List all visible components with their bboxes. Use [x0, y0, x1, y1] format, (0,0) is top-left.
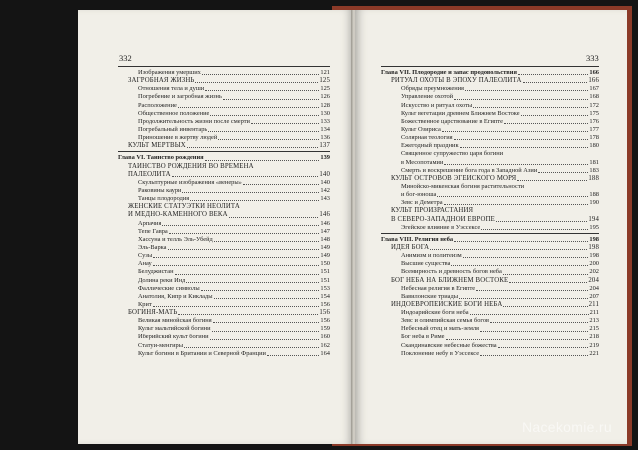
toc-entry — [381, 150, 599, 158]
toc-entry-title: Всемирность и древность богов неба — [401, 268, 502, 276]
toc-entry-title: ИНДОЕВРОПЕЙСКИЕ БОГИ НЕБА — [391, 300, 503, 308]
dot-leader — [470, 314, 589, 315]
toc-entry — [118, 228, 330, 236]
toc-entry-page: 151 — [320, 268, 330, 276]
toc-entry-page: 130 — [320, 109, 330, 117]
watermark: Nacekomie.ru — [522, 419, 612, 435]
dot-leader — [175, 274, 320, 275]
toc-entry — [118, 334, 330, 342]
toc-entry-page: 121 — [320, 69, 330, 76]
toc-entry-page: 219 — [589, 341, 599, 349]
toc-entry-title: Скульптурные изображения «венеры» — [138, 178, 242, 186]
toc-entry — [118, 110, 330, 118]
toc-entry-title: Расположение — [138, 101, 177, 109]
toc-entry — [381, 85, 599, 93]
toc-entry-title: Божественное царствование в Египте — [401, 117, 503, 125]
toc-entry-title: Тепе Гавра — [138, 227, 168, 235]
toc-entry — [381, 102, 599, 110]
dot-leader — [178, 107, 320, 108]
toc-entry-page: 204 — [588, 276, 599, 284]
toc-entry-page: 190 — [589, 199, 599, 207]
dot-leader — [454, 99, 588, 100]
dot-leader — [178, 314, 318, 315]
toc-entry-page: 148 — [320, 235, 330, 243]
toc-entry-title: Погребение и загробная жизнь — [138, 93, 222, 101]
dot-leader — [496, 221, 587, 222]
toc-entry-page: 159 — [320, 325, 330, 333]
toc-entry-title: РИТУАЛ ОХОТЫ В ЭПОХУ ПАЛЕОЛИТА — [391, 77, 522, 85]
toc-chapter — [118, 154, 330, 162]
dot-leader — [214, 298, 320, 299]
toc-entry-page: 140 — [319, 170, 330, 178]
dot-leader — [187, 147, 319, 148]
toc-entry — [381, 191, 599, 199]
dot-leader — [517, 180, 587, 181]
dot-leader — [208, 131, 319, 132]
toc-entry-title: Погребальный инвентарь — [138, 125, 208, 133]
toc-entry-title: Анимизм и политеизм — [401, 252, 462, 260]
toc-entry — [118, 220, 330, 228]
toc-entry-title: Долина реки Инд — [138, 276, 186, 284]
toc-entry-title: Вавилонские триады — [401, 292, 459, 300]
toc-entry — [118, 244, 330, 252]
dot-leader — [481, 229, 588, 230]
toc-entry-title: Танцы плодородия — [138, 195, 190, 203]
toc-entry — [381, 134, 599, 142]
toc-entry-page: 198 — [589, 235, 599, 243]
dot-leader — [212, 331, 320, 332]
dot-leader — [538, 172, 588, 173]
toc-entry-page: 156 — [319, 309, 330, 317]
toc-entry-title: Солярная теология — [401, 134, 453, 142]
toc-entry — [381, 342, 599, 350]
toc-entry-page: 221 — [589, 349, 599, 357]
toc-entry-title: в Месопотамии — [401, 158, 444, 166]
toc-entry-page: 166 — [589, 69, 599, 76]
toc-entry — [381, 293, 599, 301]
toc-entry-page: 218 — [589, 333, 599, 341]
dot-leader — [504, 123, 588, 124]
toc-entry — [118, 179, 330, 187]
toc-entry-page: 149 — [320, 252, 330, 260]
toc-entry-page: 142 — [320, 186, 330, 194]
dot-leader — [437, 196, 588, 197]
dot-leader — [218, 139, 319, 140]
toc-chapter — [381, 69, 599, 77]
toc-entry-title: КУЛЬТ ПРОИЗРАСТАНИЯ — [391, 207, 474, 215]
toc-entry — [118, 85, 330, 93]
dot-leader — [172, 176, 319, 177]
toc-entry-title: Небесный отец и мать-земля — [401, 325, 479, 333]
dot-leader — [223, 99, 320, 100]
toc-entry — [381, 199, 599, 207]
toc-entry — [381, 93, 599, 101]
dot-leader — [446, 339, 589, 340]
dot-leader — [267, 355, 319, 356]
toc-entry-title: Арпачия — [138, 219, 162, 227]
toc-entry-page: 140 — [320, 178, 330, 186]
dot-leader — [503, 306, 587, 307]
toc-entry-page: 125 — [319, 77, 330, 85]
toc-entry-title: БОГИНЯ-МАТЬ — [128, 309, 178, 317]
toc-entry-page: 200 — [589, 260, 599, 268]
toc-entry-page: 215 — [589, 325, 599, 333]
toc-entry — [381, 142, 599, 150]
dot-leader — [454, 241, 588, 242]
toc-entry-title: Обряды преумножения — [401, 85, 464, 93]
toc-entry-page: 181 — [589, 158, 599, 166]
toc-entry-title: БОГ НЕБА НА БЛИЖНЕМ ВОСТОКЕ — [391, 276, 509, 284]
toc-entry — [118, 102, 330, 110]
dot-leader — [153, 265, 320, 266]
toc-entry-title: Высшие существа — [401, 260, 451, 268]
toc-entry — [381, 167, 599, 175]
toc-entry-title: КУЛЬТ ОСТРОВОВ ЭГЕЙСКОГО МОРЯ — [391, 174, 517, 182]
dot-leader — [480, 355, 588, 356]
toc-entry-title: Поклонение небу в Уэссексе — [401, 349, 480, 357]
toc-entry-page: 154 — [320, 292, 330, 300]
toc-section — [118, 309, 330, 317]
toc-entry-page: 167 — [589, 85, 599, 93]
toc-entry-title: и бог-юноша — [401, 191, 437, 199]
toc-entry-page: 133 — [320, 117, 330, 125]
toc-entry-title: Иберийский культ богини — [138, 333, 209, 341]
toc-entry-page: 151 — [320, 276, 330, 284]
toc-chapter — [381, 236, 599, 244]
dot-leader — [476, 290, 588, 291]
toc-entry-page: 126 — [320, 93, 330, 101]
toc-entry-title: Приношение в жертву людей — [138, 134, 218, 142]
toc-entry-title: Глава VII. Плодородие и запас продовольствия — [381, 69, 517, 76]
toc-entry-title: Крит — [138, 300, 152, 308]
toc-entry-title: Священное супружество царя богини — [401, 150, 504, 158]
toc-section — [118, 163, 330, 171]
toc-entry-title: Глава VI. Таинство рождения — [118, 154, 204, 162]
chapter-separator — [381, 233, 599, 234]
toc-entry-page: 137 — [319, 142, 330, 150]
toc-entry-title: В СЕВЕРО-ЗАПАДНОЙ ЕВРОПЕ — [391, 215, 495, 223]
toc-entry-title: Великая минойская богиня — [138, 317, 212, 325]
toc-entry — [381, 252, 599, 260]
dot-leader — [210, 115, 319, 116]
toc-entry-title: Продолжительность жизни после смерти — [138, 117, 250, 125]
dot-leader — [451, 265, 588, 266]
toc-entry-page: 177 — [589, 125, 599, 133]
toc-entry — [381, 325, 599, 333]
dot-leader — [454, 139, 589, 140]
toc-entry — [118, 293, 330, 301]
toc-list — [381, 69, 599, 358]
dot-leader — [190, 200, 319, 201]
left-page — [78, 10, 353, 444]
toc-entry — [381, 268, 599, 276]
toc-entry-title: Культ богини в Британии и Северной Франции — [138, 349, 266, 357]
toc-entry-title: КУЛЬТ МЕРТВЫХ — [128, 142, 186, 150]
toc-entry-page: 150 — [320, 260, 330, 268]
toc-entry-title: Изображения умерших — [138, 69, 201, 76]
toc-section — [381, 77, 599, 85]
dot-leader — [523, 82, 588, 83]
header-rule — [118, 66, 330, 67]
toc-entry-page: 198 — [588, 243, 599, 251]
toc-entry-page: 172 — [589, 101, 599, 109]
dot-leader — [480, 331, 588, 332]
dot-leader — [444, 164, 588, 165]
toc-entry — [118, 126, 330, 134]
dot-leader — [243, 184, 320, 185]
dot-leader — [202, 74, 320, 75]
toc-entry-title: Раковины каури — [138, 186, 182, 194]
toc-entry-page: 147 — [320, 227, 330, 235]
header-rule — [381, 66, 599, 67]
toc-entry-title: Анатолия, Кипр и Киклады — [138, 292, 213, 300]
toc-entry-page: 134 — [320, 125, 330, 133]
toc-entry-page: 168 — [589, 93, 599, 101]
toc-entry-title: Культ вегетации древнем Ближнем Востоке — [401, 109, 520, 117]
toc-entry — [118, 93, 330, 101]
toc-entry-page: 153 — [320, 284, 330, 292]
toc-section — [118, 203, 330, 211]
toc-entry-page: 125 — [320, 85, 330, 93]
dot-leader — [205, 160, 320, 161]
toc-entry — [381, 126, 599, 134]
toc-entry-title: Статуи-менгиры — [138, 341, 184, 349]
dot-leader — [518, 74, 589, 75]
dot-leader — [509, 282, 587, 283]
dot-leader — [169, 233, 320, 234]
toc-entry-title: И МЕДНО-КАМЕННОГО ВЕКА — [128, 211, 228, 219]
toc-section — [381, 301, 599, 309]
toc-entry-title: Глава VIII. Религия неба — [381, 235, 454, 243]
toc-entry — [118, 301, 330, 309]
toc-entry-page: 156 — [320, 300, 330, 308]
dot-leader — [210, 339, 320, 340]
toc-entry-title: Культ мальтийской богини — [138, 325, 211, 333]
toc-entry-title: Смерть и воскрешение бога года в Западной Азии — [401, 166, 538, 174]
toc-section — [381, 244, 599, 252]
toc-entry-title: Эгейское влияние в Уэссексе — [401, 223, 481, 231]
toc-entry-title: Белуджистан — [138, 268, 174, 276]
toc-entry-title: Управление охотой — [401, 93, 454, 101]
toc-entry — [381, 285, 599, 293]
toc-entry — [118, 134, 330, 142]
toc-entry — [381, 159, 599, 167]
dot-leader — [463, 257, 589, 258]
toc-entry-page: 188 — [588, 174, 599, 182]
dot-leader — [153, 306, 320, 307]
toc-entry-page: 166 — [588, 77, 599, 85]
toc-section — [118, 77, 330, 85]
toc-entry — [118, 268, 330, 276]
toc-entry-page: 211 — [589, 309, 599, 317]
dot-leader — [184, 347, 319, 348]
page-number: 332 — [119, 53, 132, 63]
toc-entry-title: Скандинавские небесные божества — [401, 341, 497, 349]
dot-leader — [182, 192, 319, 193]
toc-entry — [381, 183, 599, 191]
toc-entry — [118, 277, 330, 285]
toc-entry — [381, 350, 599, 358]
dot-leader — [498, 347, 589, 348]
toc-entry-title: Общественное положение — [138, 109, 210, 117]
toc-entry-page: 146 — [320, 219, 330, 227]
toc-entry — [118, 236, 330, 244]
toc-entry-page: 164 — [320, 349, 330, 357]
dot-leader — [442, 131, 589, 132]
toc-entry-title: Хассуна и телль Эль-Убейд — [138, 235, 213, 243]
dot-leader — [168, 249, 320, 250]
toc-entry-page: 194 — [588, 215, 599, 223]
toc-entry-page: 195 — [589, 223, 599, 231]
toc-section — [381, 175, 599, 183]
dot-leader — [205, 90, 319, 91]
toc-section — [381, 277, 599, 285]
toc-entry-title: ИДЕЯ БОГА — [391, 243, 430, 251]
dot-leader — [229, 217, 319, 218]
toc-entry — [118, 69, 330, 77]
toc-entry-page: 204 — [589, 284, 599, 292]
toc-entry-page: 136 — [320, 134, 330, 142]
toc-entry — [118, 252, 330, 260]
toc-section — [118, 211, 330, 219]
toc-entry-title: Минойско-микенская богиня растительности — [401, 182, 525, 190]
dot-leader — [459, 298, 588, 299]
dot-leader — [460, 147, 589, 148]
toc-entry-title: Фаллические символы — [138, 284, 200, 292]
toc-entry-page: 207 — [589, 292, 599, 300]
toc-entry-page: 175 — [589, 109, 599, 117]
toc-entry-page: 160 — [320, 333, 330, 341]
dot-leader — [503, 274, 589, 275]
dot-leader — [214, 241, 320, 242]
toc-entry-title: ЖЕНСКИЕ СТАТУЭТКИ НЕОЛИТА — [128, 203, 240, 211]
toc-section — [381, 207, 599, 215]
toc-entry-title: Анау — [138, 260, 152, 268]
toc-entry — [118, 350, 330, 358]
toc-entry-page: 176 — [589, 117, 599, 125]
toc-entry-page: 162 — [320, 341, 330, 349]
toc-entry — [118, 195, 330, 203]
toc-list — [118, 69, 330, 358]
toc-entry-page: 128 — [320, 101, 330, 109]
toc-entry-page: 213 — [589, 317, 599, 325]
toc-entry — [118, 118, 330, 126]
dot-leader — [521, 115, 589, 116]
toc-entry-title: ТАИНСТВО РОЖДЕНИЯ ВО ВРЕМЕНА — [128, 162, 254, 170]
toc-entry — [118, 187, 330, 195]
dot-leader — [162, 225, 319, 226]
dot-leader — [430, 249, 587, 250]
toc-entry — [381, 334, 599, 342]
toc-entry-title: Культ Озириса — [401, 125, 441, 133]
right-page — [355, 10, 627, 444]
page-number: 333 — [586, 53, 599, 63]
dot-leader — [251, 123, 319, 124]
toc-entry — [381, 317, 599, 325]
toc-entry-page: 139 — [320, 154, 330, 162]
toc-entry-title: Бог неба в Риме — [401, 333, 445, 341]
dot-leader — [201, 290, 320, 291]
toc-entry — [381, 224, 599, 232]
toc-entry-page: 183 — [589, 166, 599, 174]
toc-entry-page: 156 — [320, 317, 330, 325]
toc-entry-page: 198 — [589, 252, 599, 260]
dot-leader — [213, 322, 320, 323]
toc-entry-title: ПАЛЕОЛИТА — [128, 170, 171, 178]
toc-entry — [118, 325, 330, 333]
toc-entry-title: Отношения тела и души — [138, 85, 205, 93]
toc-entry — [381, 309, 599, 317]
toc-entry — [118, 317, 330, 325]
toc-section — [381, 216, 599, 224]
toc-entry — [381, 260, 599, 268]
toc-entry — [381, 118, 599, 126]
toc-entry-title: Сузы — [138, 252, 153, 260]
toc-entry-title: Искусство и ритуал охоты — [401, 101, 473, 109]
dot-leader — [444, 204, 589, 205]
dot-leader — [490, 322, 588, 323]
dot-leader — [465, 90, 588, 91]
toc-entry-page: 180 — [589, 142, 599, 150]
toc-section — [118, 142, 330, 150]
toc-entry-title: Зевс и олимпийская семья богов — [401, 317, 490, 325]
toc-entry — [381, 110, 599, 118]
toc-entry-title: ЗАГРОБНАЯ ЖИЗНЬ — [128, 77, 195, 85]
toc-entry — [118, 260, 330, 268]
dot-leader — [186, 282, 319, 283]
toc-entry-title: Ежегодный праздник — [401, 142, 459, 150]
toc-entry-title: Зевс и Деметра — [401, 199, 443, 207]
toc-entry-title: Эль-Варка — [138, 243, 167, 251]
toc-entry — [118, 285, 330, 293]
toc-entry-page: 211 — [588, 300, 599, 308]
toc-entry-title: Небесная религия в Египте — [401, 284, 476, 292]
dot-leader — [195, 82, 318, 83]
toc-entry-page: 143 — [320, 195, 330, 203]
toc-entry-page: 178 — [589, 134, 599, 142]
toc-entry — [118, 342, 330, 350]
dot-leader — [473, 107, 588, 108]
toc-entry-page: 202 — [589, 268, 599, 276]
chapter-separator — [118, 151, 330, 152]
toc-section — [118, 171, 330, 179]
toc-entry-page: 146 — [319, 211, 330, 219]
toc-entry-page: 149 — [320, 243, 330, 251]
toc-entry-title: Индоарийские боги неба — [401, 309, 469, 317]
toc-entry-page: 188 — [589, 191, 599, 199]
dot-leader — [153, 257, 319, 258]
